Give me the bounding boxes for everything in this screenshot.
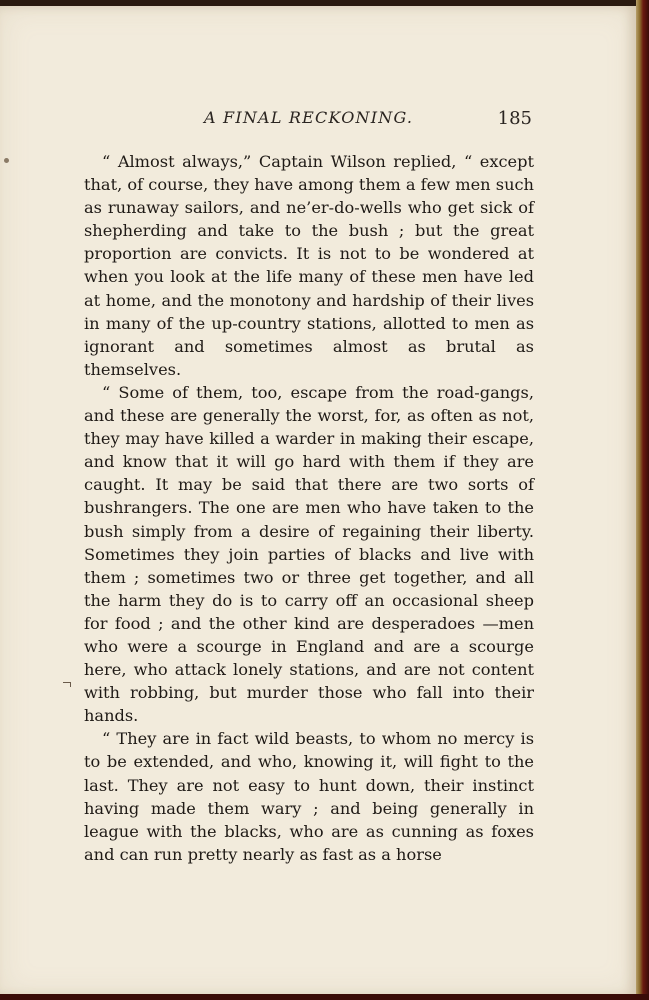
running-title: A FINAL RECKONING. bbox=[204, 108, 414, 127]
page-header bbox=[84, 106, 534, 134]
book-page bbox=[0, 6, 636, 996]
margin-mark bbox=[63, 682, 71, 687]
paragraph-1: “ Almost always,” Captain Wilson replied, “ except that, of course, they have among them a few men such as runaway sailors, and ne’er-do-wells who get sick of shepherding and take to the bush ; but the great proportion are convicts. It is not to be wondered at when you look at the life many of these men have led at home, and the monotony and hardship of their lives in many of the up-country stations, allotted to men as ignorant and sometimes almost as brutal as themselves. bbox=[84, 152, 534, 379]
body-text bbox=[84, 150, 534, 866]
margin-speck bbox=[4, 158, 9, 163]
paragraph-3: “ They are in fact wild beasts, to whom no mercy is to be extended, and who, knowing it, will fight to the last. They are not easy to hunt down, their instinct having made them wary ; and being generally in league with the blacks, who are as cunning as foxes and can run pretty nearly as fast as a horse bbox=[84, 729, 534, 864]
book-bottom-edge bbox=[0, 994, 649, 1000]
paragraph-2: “ Some of them, too, escape from the road-gangs, and these are generally the worst, for, as often as not, they may have killed a warder in making their escape, and know that it will go hard with them if they are caught. It may be said that there are two sorts of bushrangers. The one are men who have taken to the bush simply from a desire of regaining their liberty. Sometimes they join parties of blacks and live with them ; sometimes two or three get together, and all the harm they do is to carry off an occasional sheep for food ; and the other kind are desperadoes —men who were a scourge in England and are a scourge here, who attack lonely stations, and are not content with robbing, but murder those who fall into their hands. bbox=[84, 382, 534, 726]
book-binding-edge bbox=[636, 0, 649, 1000]
page-number: 185 bbox=[497, 108, 532, 129]
